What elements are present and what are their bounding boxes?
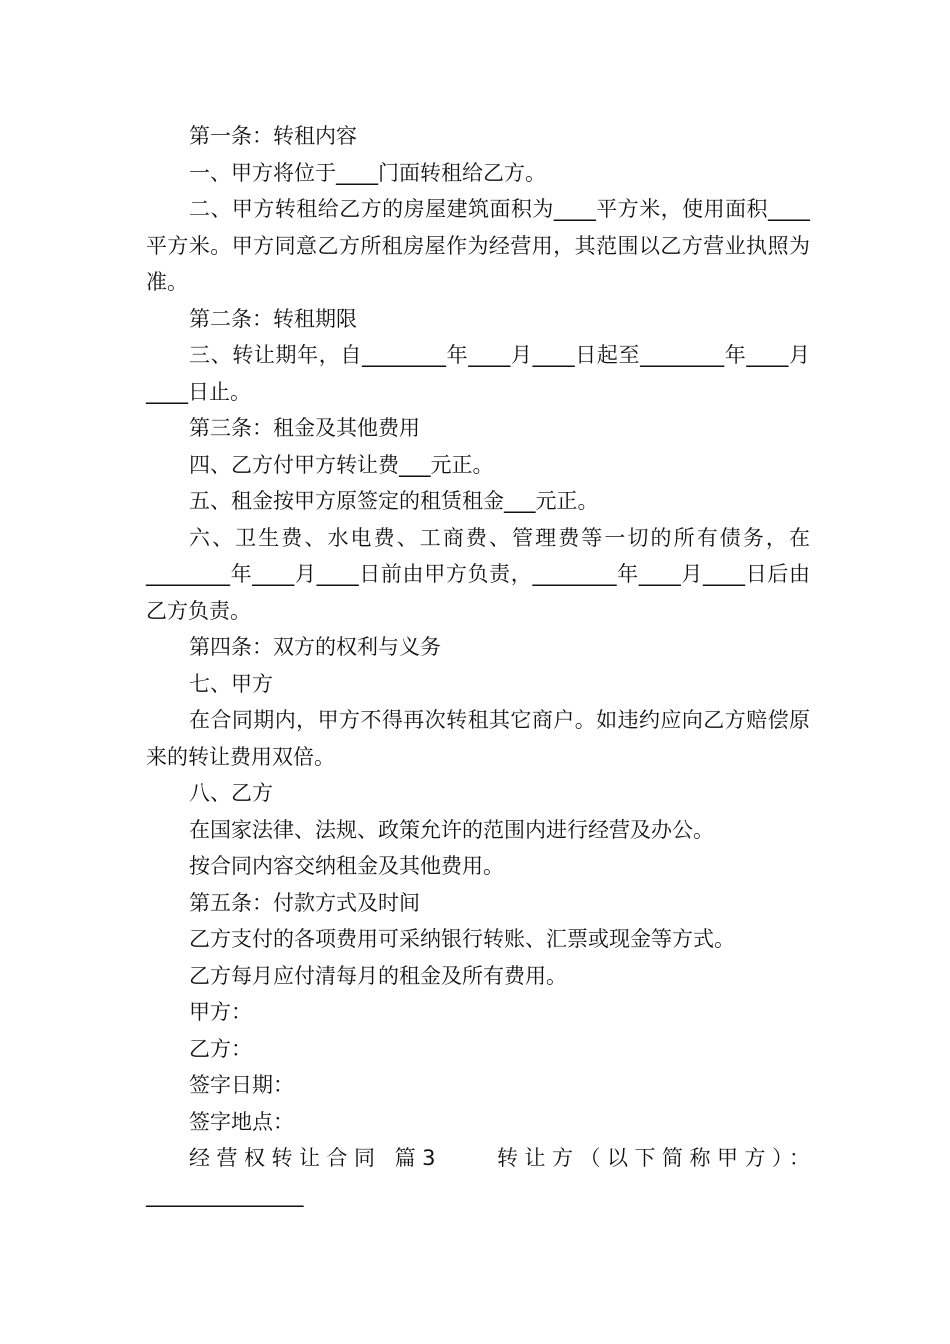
clause-8-text-2: 按合同内容交纳租金及其他费用。 <box>189 854 504 878</box>
clause-5: 五、租金按甲方原签定的租赁租金___元正。 <box>189 489 599 513</box>
article-4-heading: 第四条：双方的权利与义务 <box>189 635 441 659</box>
article-1-heading: 第一条：转租内容 <box>189 124 357 148</box>
clause-6: 六、卫生费、水电费、工商费、管理费等一切的所有债务，在________年____月____日前由甲方负责，________年____月____日后由乙方负责。 <box>146 525 810 623</box>
clause-4: 四、乙方付甲方转让费___元正。 <box>189 452 494 477</box>
clause-3: 三、转让期年，自________年____月____日起至________年____月____日止。 <box>146 343 810 404</box>
signing-date-label: 签字日期： <box>189 1073 294 1097</box>
signing-place-label: 签字地点： <box>189 1109 294 1134</box>
article-3-heading: 第三条：租金及其他费用 <box>189 416 420 440</box>
document-body <box>146 118 810 1213</box>
clause-7-heading: 七、甲方 <box>189 671 273 696</box>
article-2-heading: 第二条：转租期限 <box>189 306 357 331</box>
clause-2: 二、甲方转租给乙方的房屋建筑面积为____平方米，使用面积____平方米。甲方同意乙方所租房屋作为经营用，其范围以乙方营业执照为准。 <box>146 197 810 294</box>
clause-8-text-1: 在国家法律、法规、政策允许的范围内进行经营及办公。 <box>189 817 714 842</box>
party-a-signature-label: 甲方： <box>189 1000 252 1024</box>
clause-1: 一、甲方将位于____门面转租给乙方。 <box>189 160 546 185</box>
clause-7-text: 在合同期内，甲方不得再次转租其它商户。如违约应向乙方赔偿原来的转让费用双倍。 <box>146 708 810 769</box>
article-5-heading: 第五条：付款方式及时间 <box>189 890 420 915</box>
clause-8-heading: 八、乙方 <box>189 781 273 805</box>
payment-text-1: 乙方支付的各项费用可采纳银行转账、汇票或现金等方式。 <box>189 927 735 951</box>
payment-text-2: 乙方每月应付清每月的租金及所有费用。 <box>189 963 567 988</box>
party-b-signature-label: 乙方： <box>189 1036 252 1061</box>
contract-3-heading: 经营权转让合同 篇3 转让方（以下简称甲方）：_______________ <box>146 1146 810 1207</box>
